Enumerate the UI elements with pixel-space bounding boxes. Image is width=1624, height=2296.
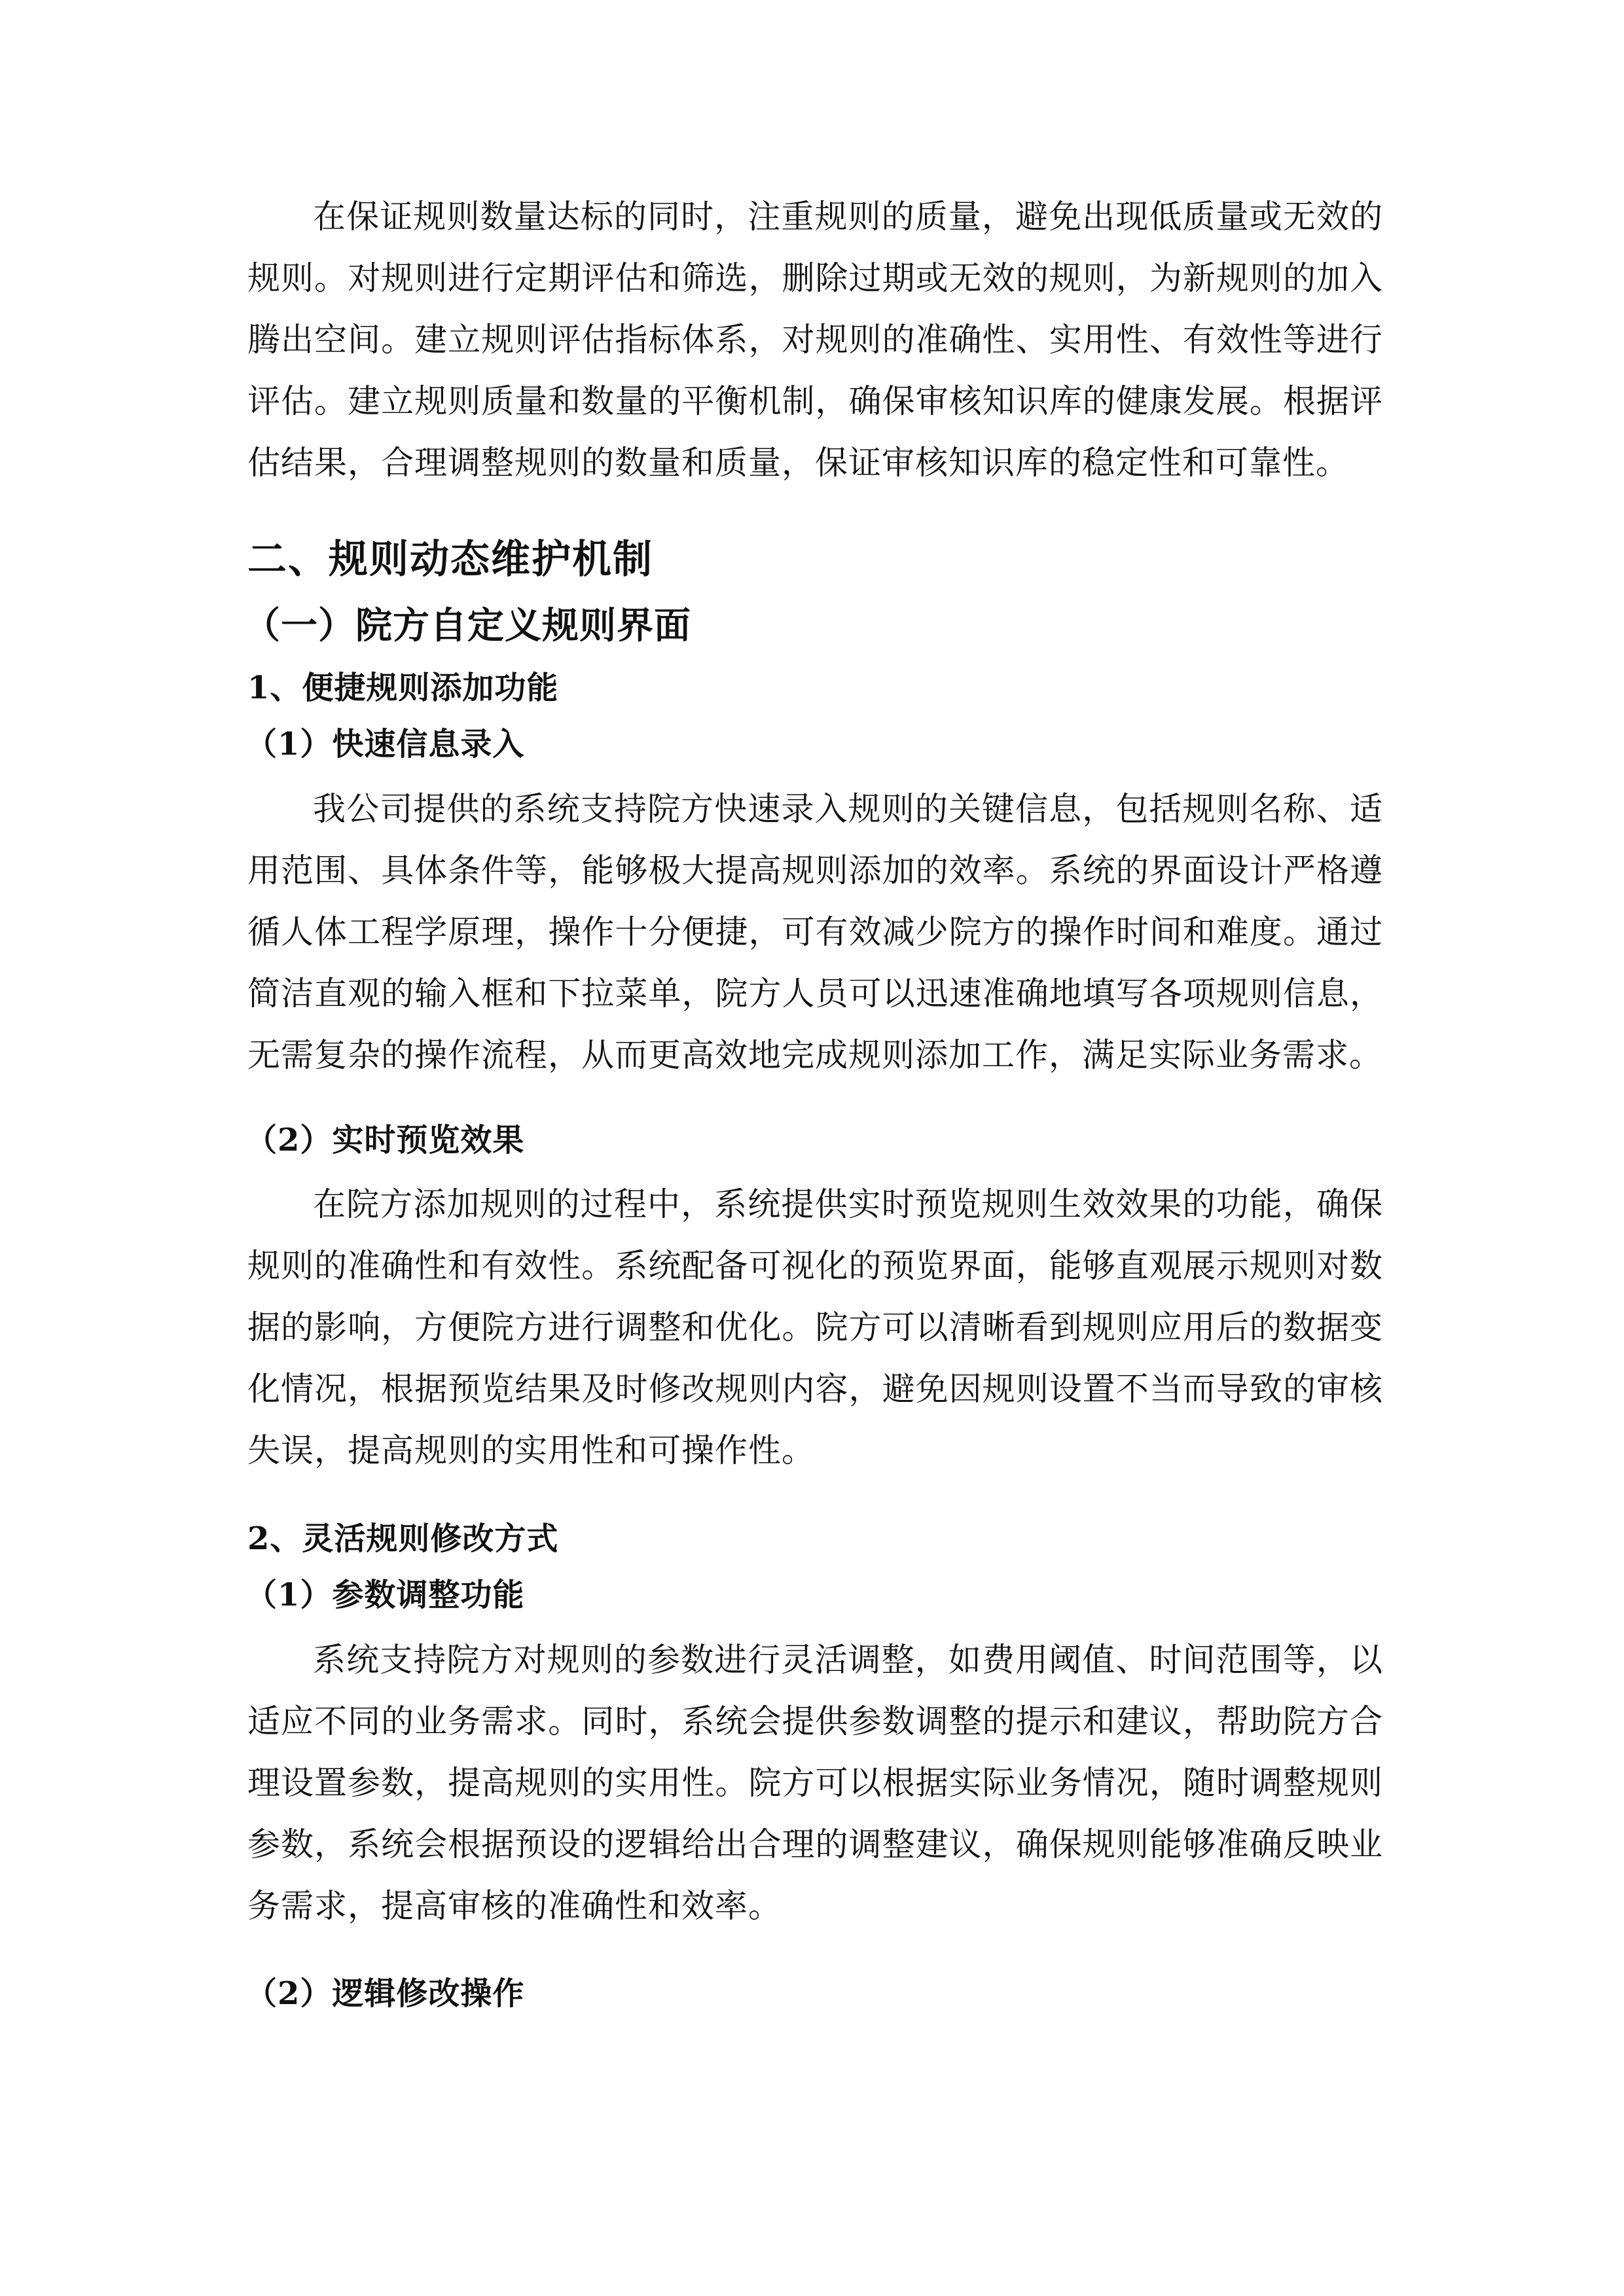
item-heading-rule-add: 1、便捷规则添加功能 (247, 670, 559, 706)
paragraph-parameter-adjust: 系统支持院方对规则的参数进行灵活调整，如费用阈值、时间范围等，以适应不同的业务需求。同时，系统会提供参数调整的提示和建议，帮助院方合理设置参数，提高规则的实用性。院方可以根据实际业务情况，随时调整规则参数，系统会根据预设的逻辑给出合理的调整建议，确保规则能够准确反映业务需求，提高审核的准确性和效率。 (247, 1641, 1383, 1925)
item-heading-rule-modify: 2、灵活规则修改方式 (247, 1520, 559, 1557)
item-heading-realtime-preview: （2）实时预览效果 (245, 1122, 525, 1158)
paragraph-realtime-preview: 在院方添加规则的过程中，系统提供实时预览规则生效效果的功能，确保规则的准确性和有效性。系统配备可视化的预览界面，能够直观展示规则对数据的影响，方便院方进行调整和优化。院方可以清晰看到规则应用后的数据变化情况，根据预览结果及时修改规则内容，避免因规则设置不当而导致的审核失误，提高规则的实用性和可操作性。 (247, 1185, 1383, 1469)
paragraph-quality-balance: 在保证规则数量达标的同时，注重规则的质量，避免出现低质量或无效的规则。对规则进行定期评估和筛选，删除过期或无效的规则，为新规则的加入腾出空间。建立规则评估指标体系，对规则的准确性、实用性、有效性等进行评估。建立规则质量和数量的平衡机制，确保审核知识库的健康发展。根据评估结果，合理调整规则的数量和质量，保证审核知识库的稳定性和可靠性。 (247, 198, 1383, 482)
item-heading-logic-modify: （2）逻辑修改操作 (245, 1975, 525, 2012)
paragraph-quick-entry: 我公司提供的系统支持院方快速录入规则的关键信息，包括规则名称、适用范围、具体条件等，能够极大提高规则添加的效率。系统的界面设计严格遵循人体工程学原理，操作十分便捷，可有效减少院方的操作时间和难度。通过简洁直观的输入框和下拉菜单，院方人员可以迅速准确地填写各项规则信息，无需复杂的操作流程，从而更高效地完成规则添加工作，满足实际业务需求。 (247, 790, 1383, 1074)
section-heading-dynamic-maintenance: 二、规则动态维护机制 (247, 537, 653, 583)
item-heading-parameter-adjust: （1）参数调整功能 (245, 1577, 525, 1613)
subsection-heading-custom-rule-interface: （一）院方自定义规则界面 (244, 604, 691, 647)
item-heading-quick-entry: （1）快速信息录入 (245, 726, 525, 762)
